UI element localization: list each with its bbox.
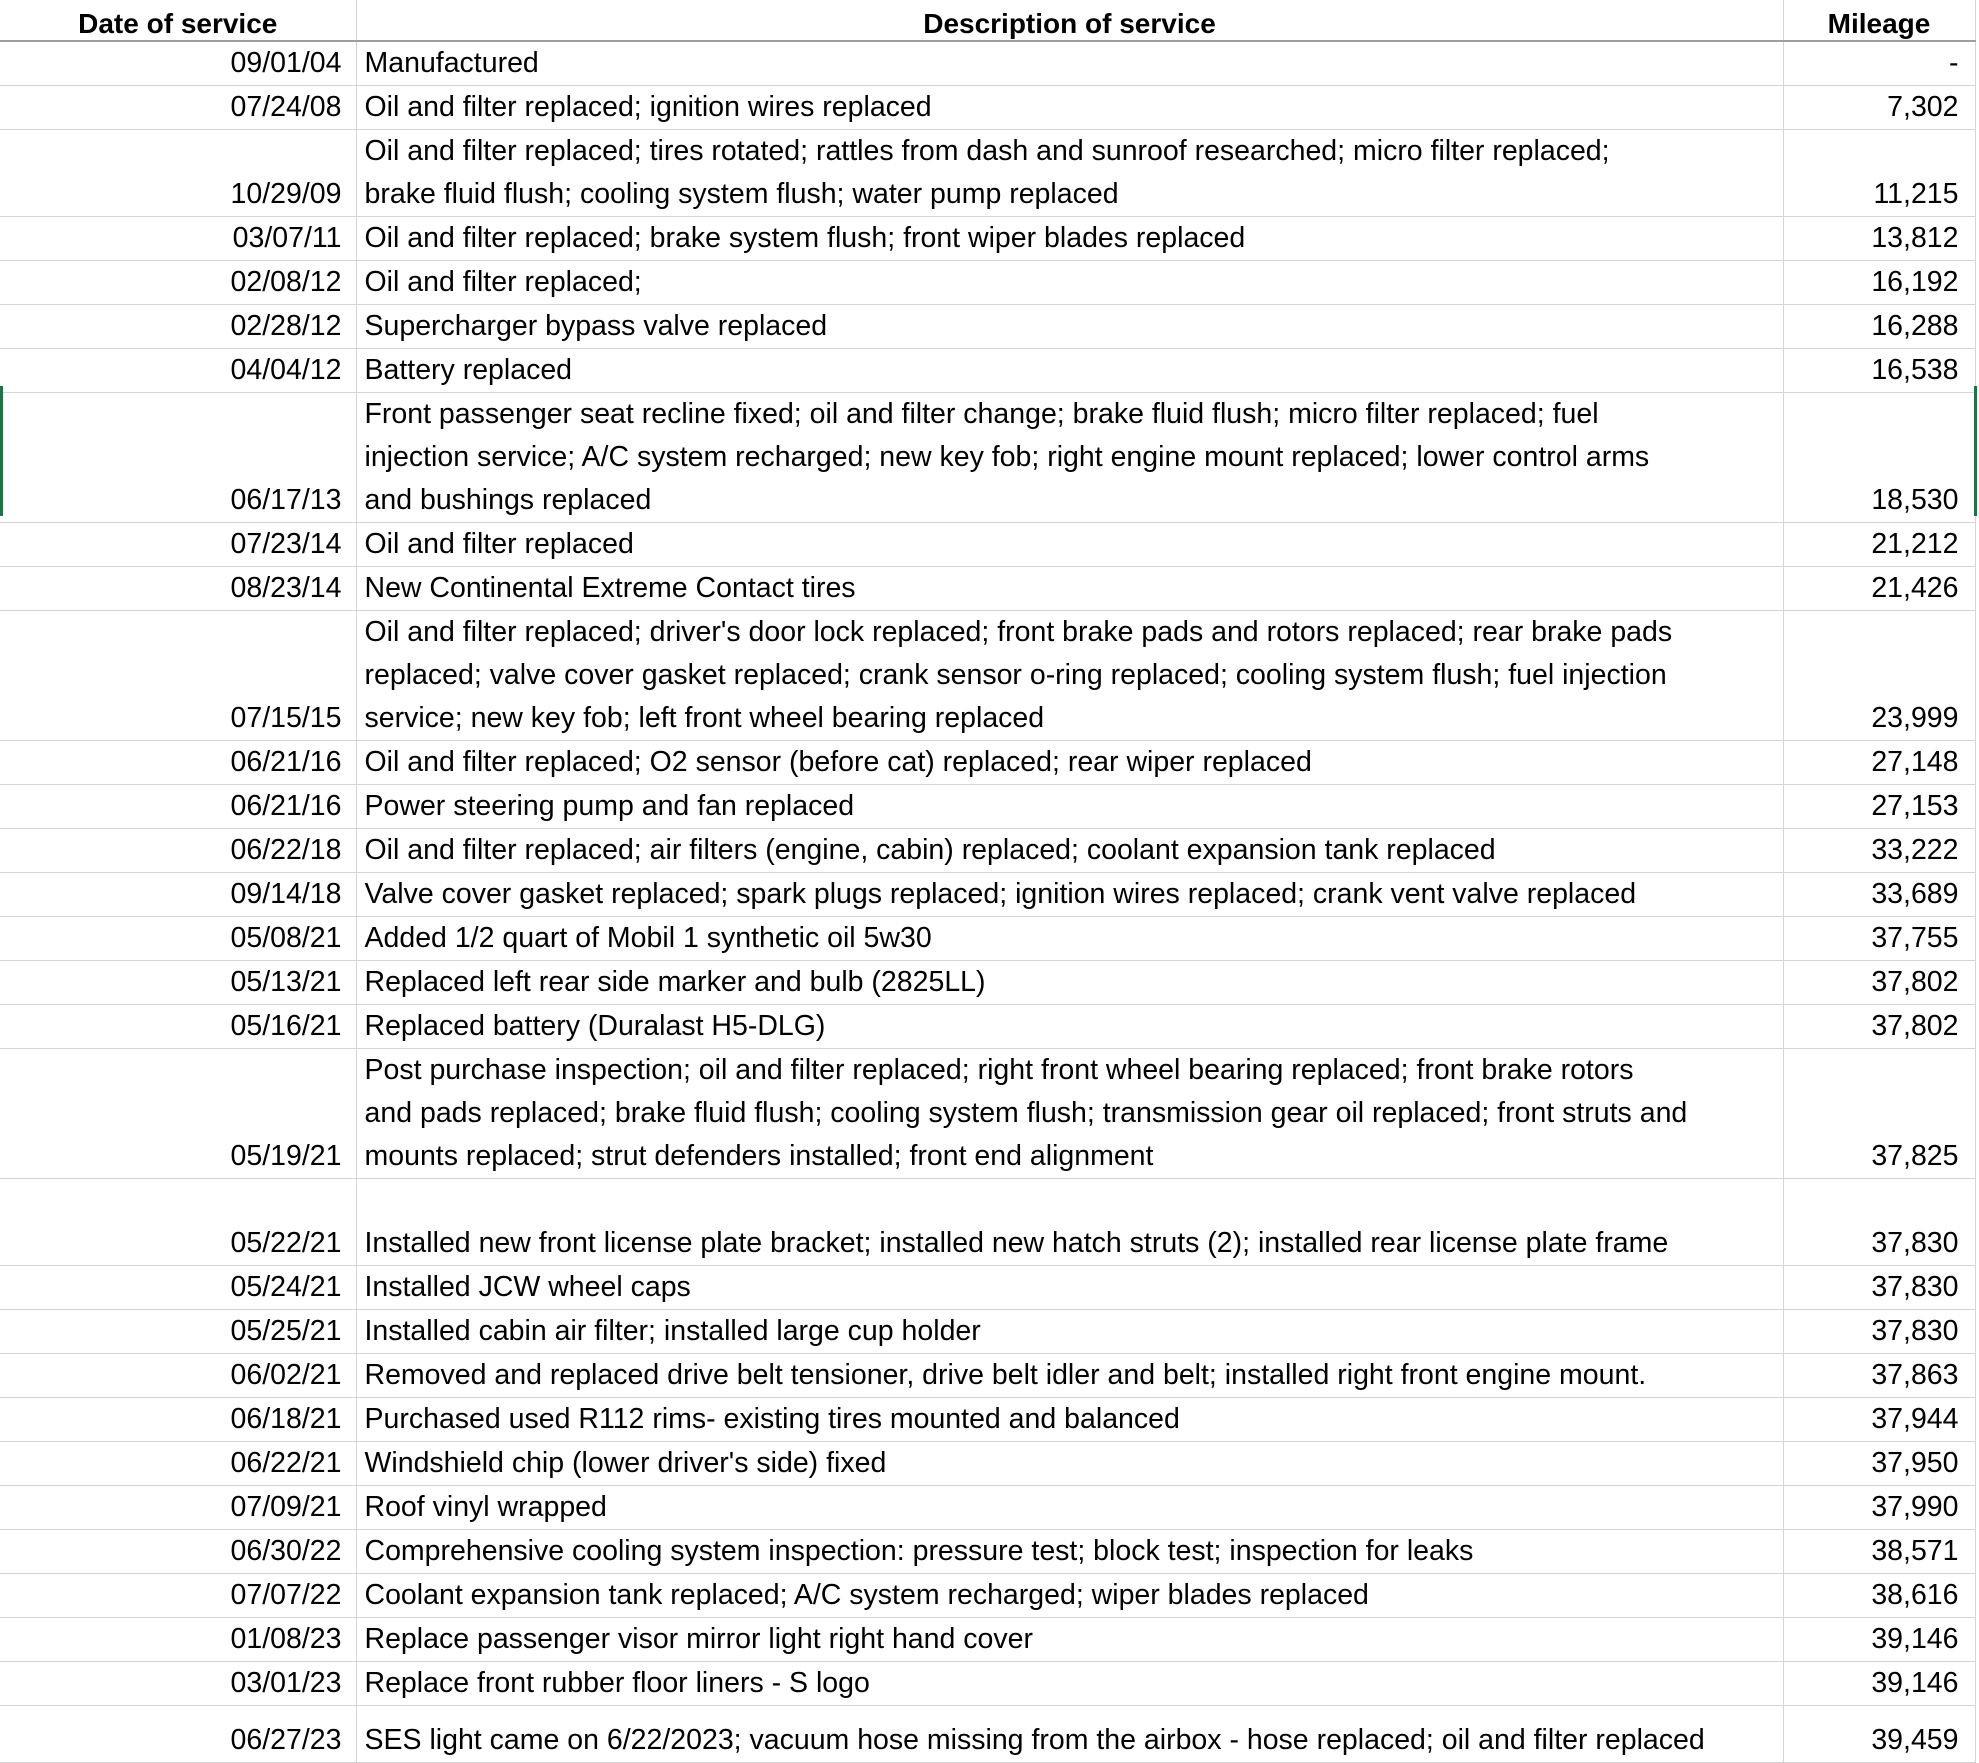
- mileage-cell[interactable]: 11,215: [1783, 130, 1975, 217]
- date-cell[interactable]: 09/01/04: [0, 41, 356, 86]
- cell-selection-border: [1974, 386, 1977, 516]
- date-cell[interactable]: 05/13/21: [0, 961, 356, 1005]
- date-cell[interactable]: 07/07/22: [0, 1574, 356, 1618]
- description-line: and bushings replaced: [364, 484, 652, 516]
- date-cell[interactable]: 05/25/21: [0, 1310, 356, 1354]
- table-body: [0, 41, 1975, 1763]
- table-row: [0, 1398, 1975, 1442]
- date-cell[interactable]: 06/02/21: [0, 1354, 356, 1398]
- date-cell[interactable]: 06/22/18: [0, 829, 356, 873]
- table-row: [0, 1530, 1975, 1574]
- date-cell[interactable]: 05/24/21: [0, 1266, 356, 1310]
- mileage-cell[interactable]: 37,802: [1783, 961, 1975, 1005]
- description-line: Oil and filter replaced; O2 sensor (before cat) replaced; rear wiper replaced: [364, 746, 1312, 778]
- table-row: [0, 961, 1975, 1005]
- mileage-cell[interactable]: 39,146: [1783, 1618, 1975, 1662]
- description-line: SES light came on 6/22/2023; vacuum hose missing from the airbox - hose replaced; oil and filter replaced: [364, 1724, 1705, 1756]
- date-cell[interactable]: 02/28/12: [0, 305, 356, 349]
- description-cell[interactable]: [356, 1486, 1783, 1530]
- table-row: [0, 829, 1975, 873]
- table-row: [0, 741, 1975, 785]
- date-cell[interactable]: 07/23/14: [0, 523, 356, 567]
- description-line: Oil and filter replaced; air filters (engine, cabin) replaced; coolant expansion tank replaced: [364, 834, 1496, 866]
- mileage-cell[interactable]: 37,990: [1783, 1486, 1975, 1530]
- mileage-cell[interactable]: 18,530: [1783, 393, 1975, 523]
- table-row: [0, 1179, 1975, 1266]
- mileage-cell[interactable]: 21,212: [1783, 523, 1975, 567]
- table-row: [0, 785, 1975, 829]
- description-cell[interactable]: [356, 349, 1783, 393]
- description-cell[interactable]: [356, 1049, 1783, 1179]
- date-cell[interactable]: 06/17/13: [0, 393, 356, 523]
- description-line: Oil and filter replaced; tires rotated; rattles from dash and sunroof researched; micro filter replaced;: [364, 135, 1610, 167]
- table-row: [0, 611, 1975, 741]
- description-cell[interactable]: [356, 873, 1783, 917]
- mileage-cell[interactable]: 37,830: [1783, 1179, 1975, 1266]
- table-row: [0, 1049, 1975, 1179]
- table-row: [0, 1005, 1975, 1049]
- header-description[interactable]: Description of service: [356, 0, 1783, 41]
- mileage-cell[interactable]: 7,302: [1783, 86, 1975, 130]
- description-cell[interactable]: [356, 785, 1783, 829]
- date-cell[interactable]: 07/24/08: [0, 86, 356, 130]
- description-cell[interactable]: [356, 1005, 1783, 1049]
- table-row: [0, 261, 1975, 305]
- description-cell[interactable]: [356, 217, 1783, 261]
- date-cell[interactable]: 07/09/21: [0, 1486, 356, 1530]
- description-line: service; new key fob; left front wheel bearing replaced: [364, 702, 1045, 734]
- mileage-cell[interactable]: 37,944: [1783, 1398, 1975, 1442]
- header-row: [0, 0, 1975, 41]
- table-row: [0, 1618, 1975, 1662]
- description-line: Comprehensive cooling system inspection: pressure test; block test; inspection for leaks: [364, 1535, 1474, 1567]
- date-cell[interactable]: 03/01/23: [0, 1662, 356, 1706]
- mileage-cell[interactable]: 39,146: [1783, 1662, 1975, 1706]
- description-cell[interactable]: [356, 1530, 1783, 1574]
- date-cell[interactable]: 10/29/09: [0, 130, 356, 217]
- header-date[interactable]: Date of service: [0, 0, 356, 41]
- description-cell[interactable]: [356, 1618, 1783, 1662]
- date-cell[interactable]: 06/27/23: [0, 1706, 356, 1763]
- date-cell[interactable]: 09/14/18: [0, 873, 356, 917]
- table-row: [0, 1574, 1975, 1618]
- date-cell[interactable]: 04/04/12: [0, 349, 356, 393]
- description-cell[interactable]: [356, 741, 1783, 785]
- description-line: Supercharger bypass valve replaced: [364, 310, 828, 342]
- description-line: Oil and filter replaced; brake system flush; front wiper blades replaced: [364, 222, 1246, 254]
- description-line: Roof vinyl wrapped: [364, 1491, 607, 1523]
- mileage-cell[interactable]: 37,830: [1783, 1266, 1975, 1310]
- description-line: and pads replaced; brake fluid flush; cooling system flush; transmission gear oil replaced; front struts and: [364, 1097, 1688, 1129]
- description-cell[interactable]: [356, 86, 1783, 130]
- description-line: Post purchase inspection; oil and filter replaced; right front wheel bearing replaced; front brake rotors: [364, 1054, 1634, 1086]
- table-row: [0, 349, 1975, 393]
- table-row: [0, 86, 1975, 130]
- description-line: Coolant expansion tank replaced; A/C system recharged; wiper blades replaced: [364, 1579, 1369, 1611]
- description-cell[interactable]: [356, 829, 1783, 873]
- description-cell[interactable]: [356, 1706, 1783, 1763]
- description-cell[interactable]: [356, 41, 1783, 86]
- date-cell[interactable]: 06/21/16: [0, 741, 356, 785]
- description-cell[interactable]: [356, 611, 1783, 741]
- description-line: Installed cabin air filter; installed large cup holder: [364, 1315, 981, 1347]
- description-cell[interactable]: [356, 1354, 1783, 1398]
- mileage-cell[interactable]: 37,802: [1783, 1005, 1975, 1049]
- date-cell[interactable]: 07/15/15: [0, 611, 356, 741]
- table-row: [0, 523, 1975, 567]
- description-cell[interactable]: [356, 1662, 1783, 1706]
- description-line: Oil and filter replaced;: [364, 266, 642, 298]
- description-cell[interactable]: [356, 305, 1783, 349]
- mileage-cell[interactable]: 33,222: [1783, 829, 1975, 873]
- description-line: New Continental Extreme Contact tires: [364, 572, 856, 604]
- date-cell[interactable]: 02/08/12: [0, 261, 356, 305]
- date-cell[interactable]: 05/08/21: [0, 917, 356, 961]
- date-cell[interactable]: 06/22/21: [0, 1442, 356, 1486]
- mileage-cell[interactable]: 16,192: [1783, 261, 1975, 305]
- table-row: [0, 130, 1975, 217]
- date-cell[interactable]: 06/18/21: [0, 1398, 356, 1442]
- mileage-cell[interactable]: 23,999: [1783, 611, 1975, 741]
- description-cell[interactable]: [356, 1310, 1783, 1354]
- table-row: [0, 567, 1975, 611]
- mileage-cell[interactable]: -: [1783, 41, 1975, 86]
- mileage-cell[interactable]: 37,830: [1783, 1310, 1975, 1354]
- table-row: [0, 1266, 1975, 1310]
- description-cell[interactable]: [356, 523, 1783, 567]
- table-row: [0, 1662, 1975, 1706]
- description-line: Removed and replaced drive belt tensioner, drive belt idler and belt; installed right front engine mount.: [364, 1359, 1647, 1391]
- description-cell[interactable]: [356, 1442, 1783, 1486]
- mileage-cell[interactable]: 38,616: [1783, 1574, 1975, 1618]
- description-line: Oil and filter replaced; ignition wires replaced: [364, 91, 932, 123]
- mileage-cell[interactable]: 16,538: [1783, 349, 1975, 393]
- cell-selection-border: [0, 386, 3, 516]
- description-cell[interactable]: [356, 961, 1783, 1005]
- description-line: Replace passenger visor mirror light right hand cover: [364, 1623, 1033, 1655]
- mileage-cell[interactable]: 37,755: [1783, 917, 1975, 961]
- description-line: Added 1/2 quart of Mobil 1 synthetic oil 5w30: [364, 922, 932, 954]
- table-row: [0, 1354, 1975, 1398]
- description-line: Valve cover gasket replaced; spark plugs replaced; ignition wires replaced; crank vent valve replaced: [364, 878, 1637, 910]
- description-cell[interactable]: [356, 1574, 1783, 1618]
- mileage-cell[interactable]: 39,459: [1783, 1706, 1975, 1763]
- description-cell[interactable]: [356, 567, 1783, 611]
- description-line: Installed JCW wheel caps: [364, 1271, 691, 1303]
- description-line: brake fluid flush; cooling system flush; water pump replaced: [364, 178, 1119, 210]
- description-cell[interactable]: [356, 1179, 1783, 1266]
- mileage-cell[interactable]: 33,689: [1783, 873, 1975, 917]
- table-row: [0, 217, 1975, 261]
- table-row: [0, 1310, 1975, 1354]
- date-cell[interactable]: 05/22/21: [0, 1179, 356, 1266]
- table-row: [0, 41, 1975, 86]
- description-cell[interactable]: [356, 261, 1783, 305]
- description-line: replaced; valve cover gasket replaced; crank sensor o-ring replaced; cooling system flush; fuel injection: [364, 659, 1667, 691]
- date-cell[interactable]: 01/08/23: [0, 1618, 356, 1662]
- description-line: Manufactured: [364, 47, 539, 79]
- description-line: Front passenger seat recline fixed; oil and filter change; brake fluid flush; micro filter replaced; fuel: [364, 398, 1599, 430]
- table-row: [0, 305, 1975, 349]
- description-line: Battery replaced: [364, 354, 573, 386]
- table-row: [0, 393, 1975, 523]
- description-line: injection service; A/C system recharged; new key fob; right engine mount replaced; lower control arms: [364, 441, 1650, 473]
- date-cell[interactable]: 06/30/22: [0, 1530, 356, 1574]
- mileage-cell[interactable]: 13,812: [1783, 217, 1975, 261]
- description-line: [365, 1179, 1775, 1222]
- table-row: [0, 1706, 1975, 1763]
- date-cell[interactable]: 03/07/11: [0, 217, 356, 261]
- description-line: Replaced battery (Duralast H5-DLG): [364, 1010, 826, 1042]
- description-line: Replaced left rear side marker and bulb (2825LL): [364, 966, 986, 998]
- header-mileage[interactable]: Mileage: [1783, 0, 1975, 41]
- mileage-cell[interactable]: 21,426: [1783, 567, 1975, 611]
- description-line: Oil and filter replaced; driver's door lock replaced; front brake pads and rotors replaced; rear brake pads: [364, 616, 1673, 648]
- table-row: [0, 1486, 1975, 1530]
- description-line: mounts replaced; strut defenders installed; front end alignment: [364, 1140, 1154, 1172]
- date-cell[interactable]: 08/23/14: [0, 567, 356, 611]
- table-row: [0, 917, 1975, 961]
- mileage-cell[interactable]: 37,825: [1783, 1049, 1975, 1179]
- description-cell[interactable]: [356, 917, 1783, 961]
- mileage-cell[interactable]: 37,950: [1783, 1442, 1975, 1486]
- description-line: Replace front rubber floor liners - S logo: [364, 1667, 870, 1699]
- mileage-cell[interactable]: 27,153: [1783, 785, 1975, 829]
- description-cell[interactable]: [356, 393, 1783, 523]
- description-line: Power steering pump and fan replaced: [364, 790, 855, 822]
- date-cell[interactable]: 06/21/16: [0, 785, 356, 829]
- description-cell[interactable]: [356, 130, 1783, 217]
- description-line: Windshield chip (lower driver's side) fixed: [364, 1447, 887, 1479]
- description-cell[interactable]: [356, 1398, 1783, 1442]
- date-cell[interactable]: 05/19/21: [0, 1049, 356, 1179]
- description-line: Oil and filter replaced: [364, 528, 634, 560]
- description-cell[interactable]: [356, 1266, 1783, 1310]
- table-row: [0, 873, 1975, 917]
- table-row: [0, 1442, 1975, 1486]
- mileage-cell[interactable]: 38,571: [1783, 1530, 1975, 1574]
- mileage-cell[interactable]: 27,148: [1783, 741, 1975, 785]
- date-cell[interactable]: 05/16/21: [0, 1005, 356, 1049]
- description-line: Installed new front license plate bracket; installed new hatch struts (2); installed rear license plate frame: [364, 1227, 1669, 1259]
- mileage-cell[interactable]: 37,863: [1783, 1354, 1975, 1398]
- description-line: Purchased used R112 rims- existing tires mounted and balanced: [364, 1403, 1180, 1435]
- mileage-cell[interactable]: 16,288: [1783, 305, 1975, 349]
